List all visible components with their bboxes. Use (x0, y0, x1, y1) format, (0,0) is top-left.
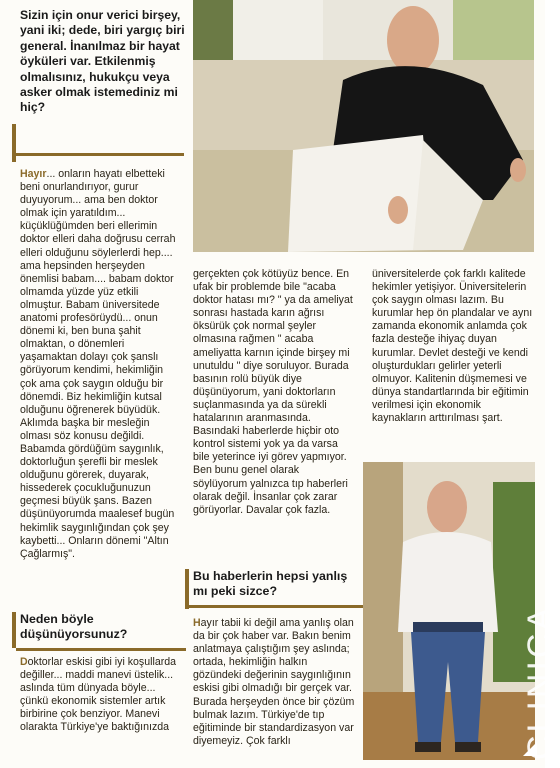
heading-haber-rule (189, 605, 364, 608)
column-3-text-1: üniversitelerde çok farklı kalitede hekimler yetişiyor. Üniversitelerin çok saygın olması lazım. Bu kurumlar hep ön plandalar ve aynı zamanda ekonomik anlamda çok fazla desteğe ihiyaç duyan kurumlar. Devlet desteği ve kendi oluşturdukları gelirler yeterli olmuyor. Kalitenin düşmemesi ve dünya standartlarında bir eğitimin verilmesi için ekonomik kaynakların arttırılması şart. (372, 268, 533, 425)
heading-haber-vertical-rule (185, 569, 189, 609)
drop-cap-doktorlar: D (20, 656, 28, 668)
column-2-text-2: ayır tabii ki değil ama yanlış olan da bir çok haber var. Bakın benim anlatmaya çalıştığım şey aslında; ortada, hekimliğin halkın gözündeki değerinin saygınlığının eskisi gibi olmadığı bir gerçek var. Burada herşeyden önce bir çözüm bulmak lazım. Türkiye'de tıp eğitiminde bir standardizasyon var diyemeyiz. Çok farklı (193, 617, 355, 747)
question-horizontal-rule (16, 153, 184, 156)
column-2-paragraph-2 (193, 617, 355, 748)
heading-neden: Neden böyle düşünüyorsunuz? (20, 612, 128, 641)
column-1-paragraph-2 (20, 656, 180, 735)
drop-cap-hayir-2: H (193, 617, 201, 629)
column-1-paragraph-1 (20, 168, 180, 561)
column-2-text-1: gerçekten çok kötüyüz bence. En ufak bir problemde bile "acaba doktor hatası mı? " ya da ameliyat sonrası hastada karın ağrısı öksürük çok normal şeyler olmasına rağmen " acaba ameliyatta karnın içinde birşey mi unutuldu " diye soruluyor. Burada basının rolü büyük diye düşünüyorum, yani doktorların suçlanmasında ya da sürekli hatalarının aranmasında. Basındaki haberlerde hiçbir oto kontrol sistemi yok ya da varsa bile yeterince iyi görev yapmıyor. Ben bunu genel olarak söylüyorum yalnızca tıp haberleri olarak değil. İnsanlar çok zarar görüyorlar. Davalar çok fazla. (193, 268, 353, 516)
portrait-seated-image (193, 0, 534, 252)
intro-question: Sizin için onur verici birşey, yani iki; dede, biri yargıç biri general. İnanılmaz bir hayat öyküleri var. Etkilenmiş olmalısınız, hukukçu veya asker olmak istemediniz mi hiç? (20, 8, 185, 115)
drop-cap-hayir: Hayır (20, 168, 47, 180)
section-label-text: CLINICA (521, 604, 559, 760)
section-label (469, 604, 559, 760)
heading-haber: Bu haberlerin hepsi yanlış mı peki sizce? (193, 569, 348, 598)
question-vertical-rule (12, 124, 16, 162)
heading-neden-rule (16, 648, 186, 651)
column-1-text-2: oktorlar eskisi gibi iyi koşullarda değiller... maddi manevi üstelik... aslında tüm dünyada böyle... çünkü ekonomik sistemler artık birbirine çok benziyor. Manevi olarakta Türkiye'ye baktığınızda (20, 656, 177, 734)
column-3-paragraph-1 (372, 268, 534, 425)
question-decoration (12, 124, 184, 162)
corner-triangle-icon (509, 742, 537, 756)
column-1-text-1: ... onların hayatı elbetteki beni onurlandırıyor, gurur duyuyorum... ama ben doktor olmak için yaratıldım... küçüklüğümden beri ellerimin doktor elleri daha doğrusu cerrah elleri olduğunu söylerlerdi hep.... ama hepsinden herşeyden önemlisi babam.... babam doktor olmamda yüzde yüz etkili olmuştur. Babam üniversitede anatomi profesörüydü... onun dönemi ki, ben buna şahit olmaktan, o dönemleri yaşamaktan dolayı çok şanslı görüyorum kendimi, hekimliğin çok ama çok saygın olduğu bir dönemdi. Biz hekimliğin kutsal olduğunu öğrenerek büyüdük. Aklımda başka bir mesleğin olması söz konusu değildi. Babamda gördüğüm saygınlık, doktorluğun şerefli bir meslek olduğunu görerek, duyarak, hissederek çocukluğunuzun geçmesi büyük şans. Bazen düşünüyorumda maalesef bugün hekimlik saygınlığından çok şey kaybetti... Onların dönemi "Altın Çağlarmış". (20, 168, 176, 560)
heading-neden-vertical-rule (12, 612, 16, 648)
column-2-paragraph-1 (193, 268, 353, 517)
portrait-seated-photo (193, 0, 534, 252)
